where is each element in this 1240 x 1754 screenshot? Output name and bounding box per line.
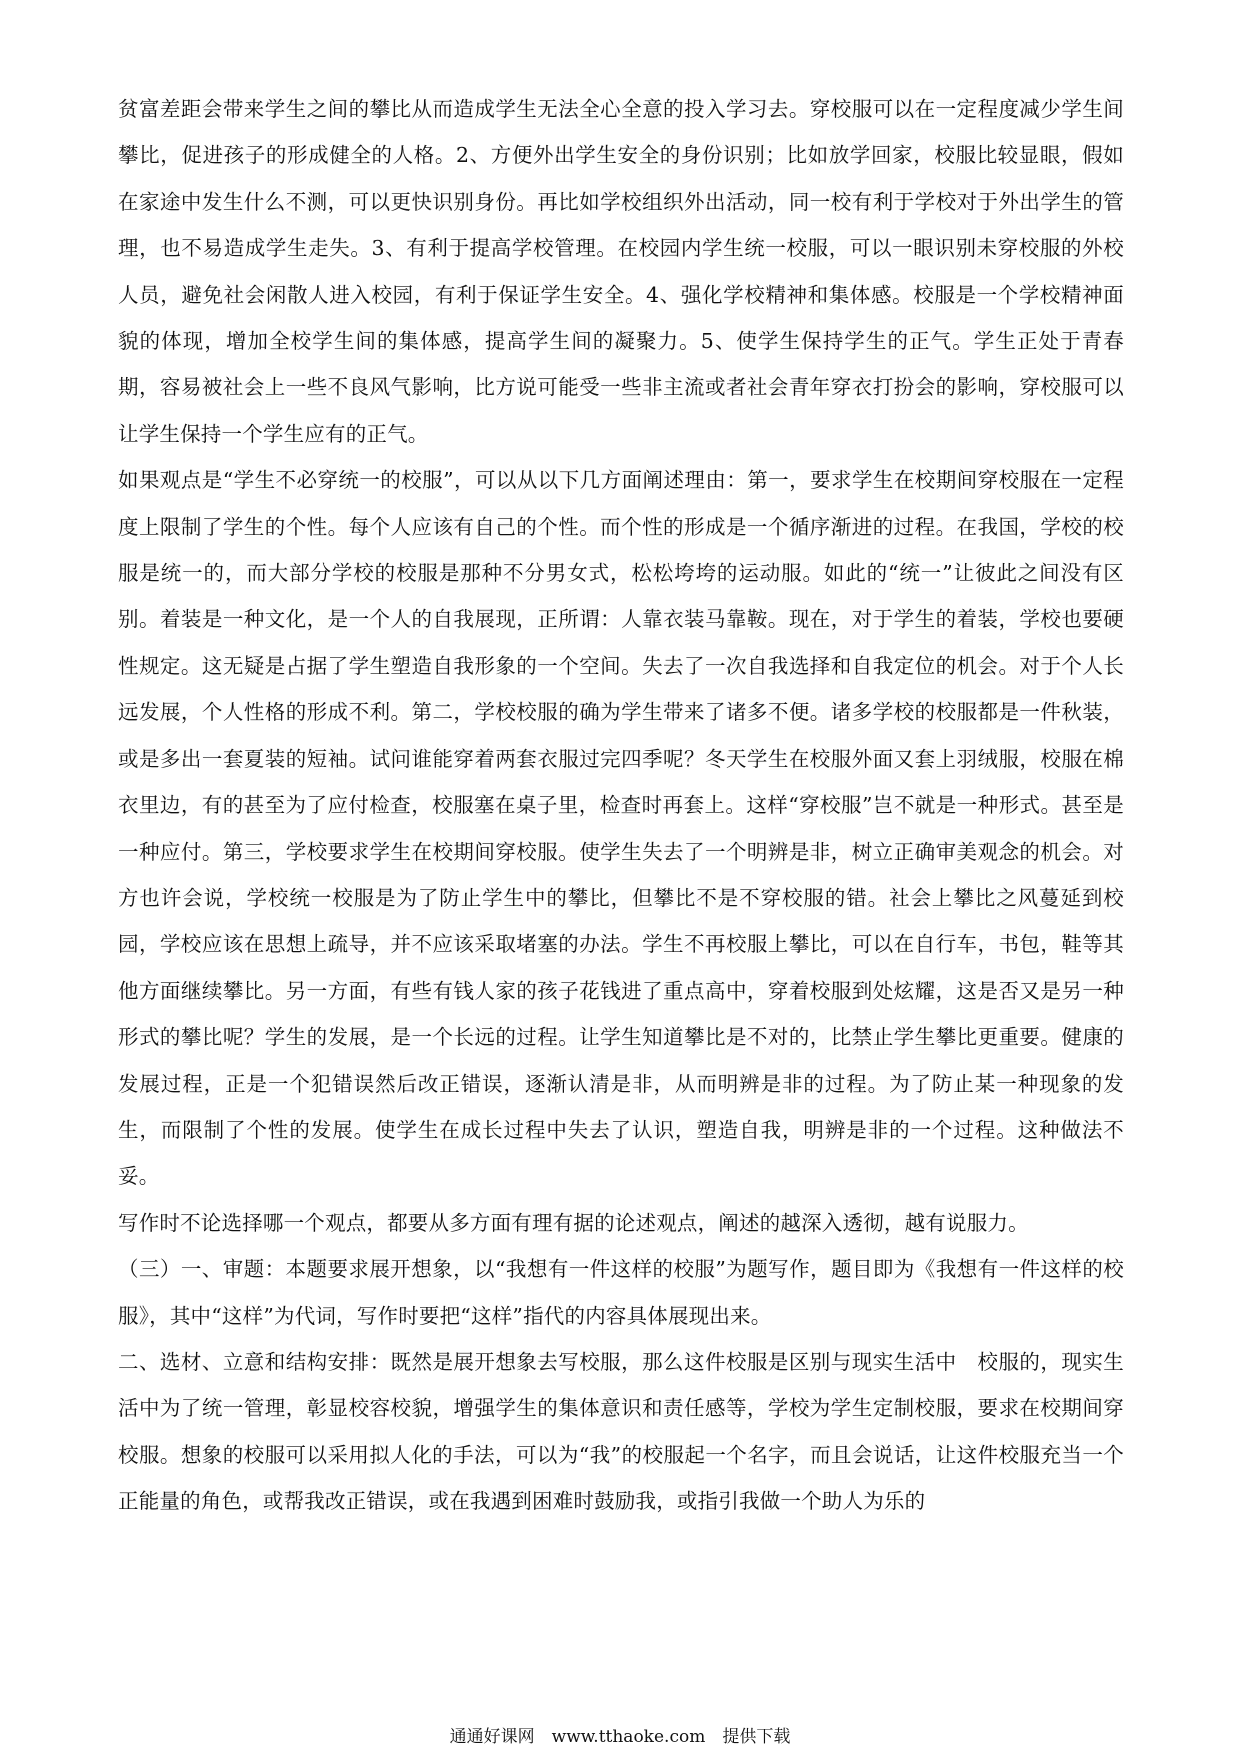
paragraph-4: （三）一、审题：本题要求展开想象，以“我想有一件这样的校服”为题写作，题目即为《我想有一件这样的校服》，其中“这样”为代词，写作时要把“这样”指代的内容具体展现出来。 [118,1257,1124,1328]
paragraph-3: 写作时不论选择哪一个观点，都要从多方面有理有据的论述观点，阐述的越深入透彻，越有说服力。 [118,1210,1029,1235]
paragraph-2: 如果观点是“学生不必穿统一的校服”，可以从以下几方面阐述理由：第一，要求学生在校期间穿校服在一定程度上限制了学生的个性。每个人应该有自己的个性。而个性的形成是一个循序渐进的过程。在我国，学校的校服是统一的，而大部分学校的校服是那种不分男女式，松松垮垮的运动服。如此的“统一”让彼此之间没有区别。着装是一种文化，是一个人的自我展现，正所谓：人靠衣装马靠鞍。现在，对于学生的着装，学校也要硬性规定。这无疑是占据了学生塑造自我形象的一个空间。失去了一次自我选择和自我定位的机会。对于个人长远发展，个人性格的形成不利。第二，学校校服的确为学生带来了诸多不便。诸多学校的校服都是一件秋装，或是多出一套夏装的短袖。试问谁能穿着两套衣服过完四季呢？冬天学生在校服外面又套上羽绒服，校服在棉衣里边，有的甚至为了应付检查，校服塞在桌子里，检查时再套上。这样“穿校服”岂不就是一种形式。甚至是一种应付。第三，学校要求学生在校期间穿校服。使学生失去了一个明辨是非，树立正确审美观念的机会。对方也许会说，学校统一校服是为了防止学生中的攀比，但攀比不是不穿校服的错。社会上攀比之风蔓延到校园，学校应该在思想上疏导，并不应该采取堵塞的办法。学生不再校服上攀比，可以在自行车，书包，鞋等其他方面继续攀比。另一方面，有些有钱人家的孩子花钱进了重点高中，穿着校服到处炫耀，这是否又是另一种形式的攀比呢？学生的发展，是一个长远的过程。让学生知道攀比是不对的，比禁止学生攀比更重要。健康的发展过程，正是一个犯错误然后改正错误，逐渐认清是非，从而明辨是非的过程。为了防止某一种现象的发生，而限制了个性的发展。使学生在成长过程中失去了认识，塑造自我，明辨是非的一个过程。这种做法不妥。 [118,468,1124,1189]
page-footer: 通通好课网 www.tthaoke.com 提供下载 [449,1727,791,1747]
paragraph-5: 二、选材、立意和结构安排：既然是展开想象去写校服，那么这件校服是区别与现实生活中 校服的，现实生活中为了统一管理，彰显校容校貌，增强学生的集体意识和责任感等，学校为学生定制校服，要求在校期间穿校服。想象的校服可以采用拟人化的手法，可以为“我”的校服起一个名字，而且会说话，让这件校服充当一个正能量的角色，或帮我改正错误，或在我遇到困难时鼓励我，或指引我做一个助人为乐的 [118,1349,1124,1514]
document-body [118,86,1124,1525]
paragraph-1: 贫富差距会带来学生之间的攀比从而造成学生无法全心全意的投入学习去。穿校服可以在一定程度减少学生间攀比，促进孩子的形成健全的人格。2、方便外出学生安全的身份识别；比如放学回家，校服比较显眼，假如在家途中发生什么不测，可以更快识别身份。再比如学校组织外出活动，同一校有利于学校对于外出学生的管理，也不易造成学生走失。3、有利于提高学校管理。在校园内学生统一校服，可以一眼识别未穿校服的外校人员，避免社会闲散人进入校园，有利于保证学生安全。4、强化学校精神和集体感。校服是一个学校精神面貌的体现，增加全校学生间的集体感，提高学生间的凝聚力。5、使学生保持学生的正气。学生正处于青春期，容易被社会上一些不良风气影响，比方说可能受一些非主流或者社会青年穿衣打扮会的影响，穿校服可以让学生保持一个学生应有的正气。 [118,97,1124,446]
